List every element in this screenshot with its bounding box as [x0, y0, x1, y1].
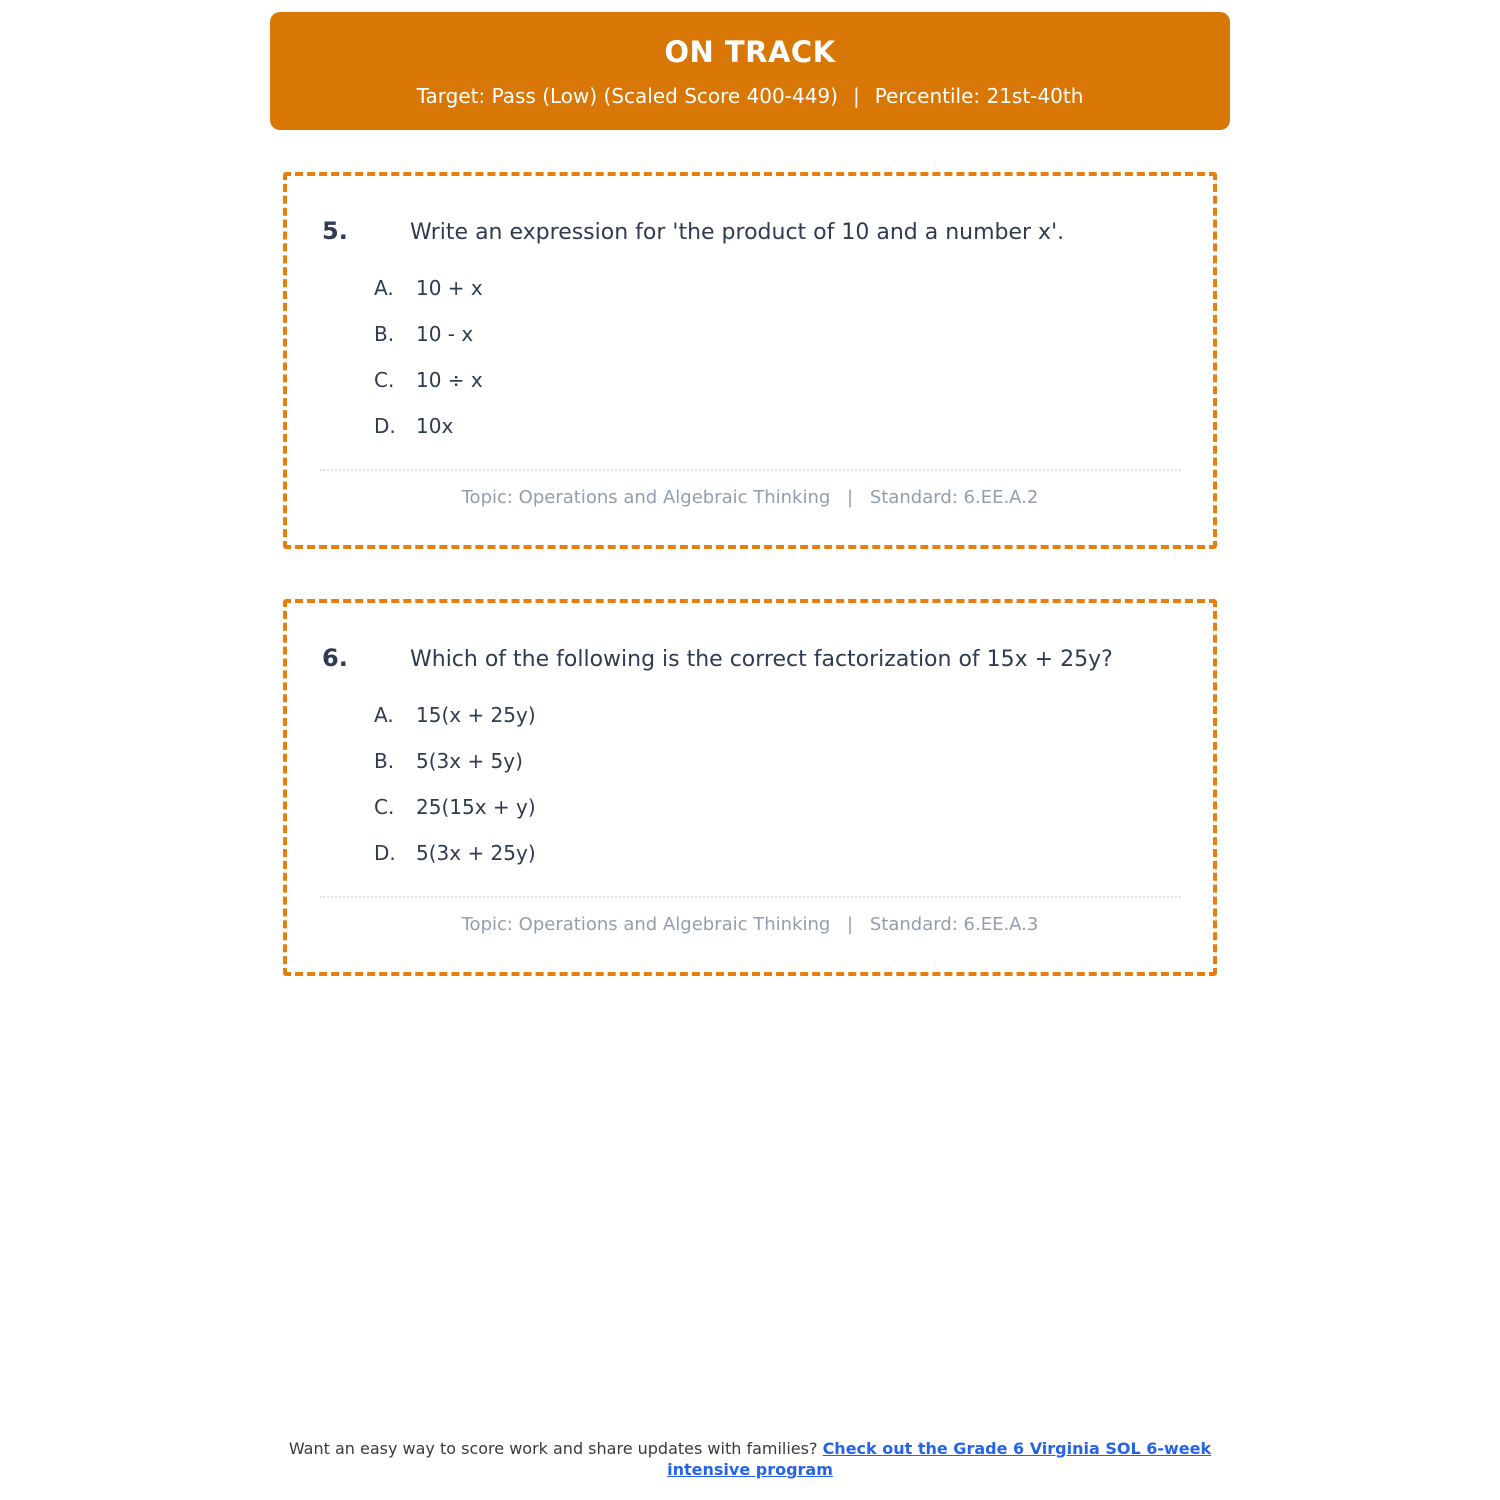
question-text: Write an expression for 'the product of 10 and a number x'. — [410, 220, 1065, 245]
option-b — [287, 738, 1213, 784]
option-b — [287, 311, 1213, 357]
option-c — [287, 784, 1213, 830]
option-text: 5(3x + 25y) — [416, 841, 536, 865]
option-d — [287, 830, 1213, 876]
option-letter: C. — [374, 368, 395, 392]
option-letter: D. — [374, 841, 396, 865]
option-letter: B. — [374, 749, 395, 773]
option-a — [287, 692, 1213, 738]
question-meta — [287, 487, 1213, 508]
option-c — [287, 357, 1213, 403]
question-row — [322, 644, 1178, 672]
page-footer — [270, 1438, 1230, 1480]
option-letter: C. — [374, 795, 395, 819]
meta-separator: | — [847, 914, 854, 935]
header-separator: | — [852, 83, 860, 108]
footer-program-link[interactable]: Check out the Grade 6 Virginia SOL 6-week intensive program — [667, 1439, 1212, 1479]
question-number: 5. — [322, 217, 348, 245]
question-meta — [287, 914, 1213, 935]
question-card-5 — [283, 172, 1217, 549]
header-banner — [270, 12, 1230, 130]
option-text: 5(3x + 5y) — [416, 749, 523, 773]
header-subtitle — [417, 84, 1084, 108]
question-text: Which of the following is the correct factorization of 15x + 25y? — [410, 647, 1113, 672]
standard-label: Standard: 6.EE.A.2 — [869, 487, 1039, 508]
topic-label: Topic: Operations and Algebraic Thinking — [461, 487, 831, 508]
card-divider — [320, 469, 1181, 471]
option-a — [287, 265, 1213, 311]
option-text: 15(x + 25y) — [416, 703, 536, 727]
header-percentile: Percentile: 21st-40th — [874, 83, 1084, 108]
standard-label: Standard: 6.EE.A.3 — [869, 914, 1039, 935]
option-text: 10 ÷ x — [416, 368, 483, 392]
options-list — [287, 265, 1213, 449]
header-target: Target: Pass (Low) (Scaled Score 400-449) — [416, 83, 838, 108]
option-text: 10 - x — [416, 322, 474, 346]
topic-label: Topic: Operations and Algebraic Thinking — [461, 914, 831, 935]
question-number: 6. — [322, 644, 348, 672]
meta-separator: | — [847, 487, 854, 508]
option-letter: D. — [374, 414, 396, 438]
option-text: 10x — [416, 414, 454, 438]
option-d — [287, 403, 1213, 449]
card-divider — [320, 896, 1181, 898]
option-letter: B. — [374, 322, 395, 346]
question-row — [322, 217, 1178, 245]
option-letter: A. — [374, 703, 394, 727]
footer-prompt: Want an easy way to score work and share updates with families? — [288, 1439, 823, 1458]
option-letter: A. — [374, 276, 394, 300]
options-list — [287, 692, 1213, 876]
option-text: 10 + x — [416, 276, 483, 300]
header-title: ON TRACK — [664, 34, 836, 69]
option-text: 25(15x + y) — [416, 795, 536, 819]
question-card-6 — [283, 599, 1217, 976]
